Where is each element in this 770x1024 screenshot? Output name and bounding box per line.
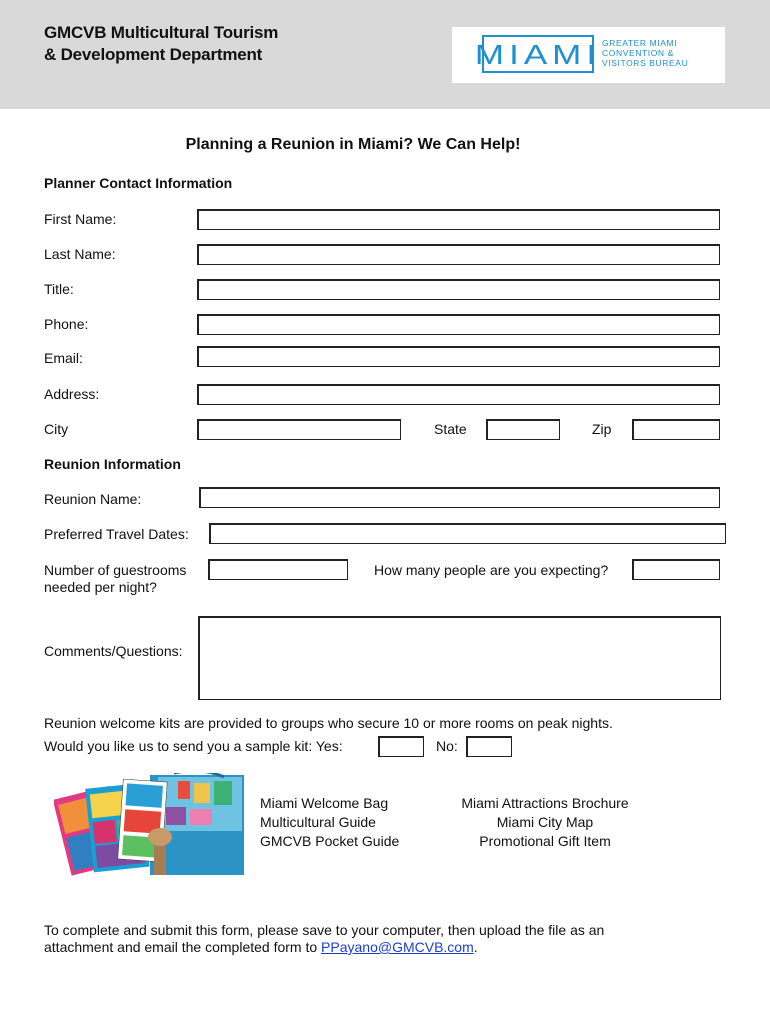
kit-item: GMCVB Pocket Guide xyxy=(260,833,400,849)
kit-no-field[interactable] xyxy=(466,736,512,757)
kit-item: Miami Attractions Brochure xyxy=(461,795,629,811)
reunion-name-label: Reunion Name: xyxy=(44,491,142,507)
address-label: Address: xyxy=(44,386,100,402)
people-expected-field[interactable] xyxy=(632,559,720,580)
submit-instructions-text: attachment and email the completed form to xyxy=(44,939,322,955)
welcome-kit-image xyxy=(54,773,246,877)
city-label: City xyxy=(44,421,69,437)
reunion-name-field[interactable] xyxy=(199,487,720,508)
state-label: State xyxy=(434,421,467,437)
kit-no-label: No: xyxy=(436,738,458,754)
planner-section-title: Planner Contact Information xyxy=(44,175,233,191)
submit-instructions-line2 xyxy=(44,939,478,956)
phone-label: Phone: xyxy=(44,316,89,332)
email-label: Email: xyxy=(44,350,83,366)
email-field[interactable] xyxy=(197,346,720,367)
address-field[interactable] xyxy=(197,384,720,405)
city-field[interactable] xyxy=(197,419,401,440)
travel-dates-field[interactable] xyxy=(209,523,726,544)
guestrooms-field[interactable] xyxy=(208,559,348,580)
travel-dates-label: Preferred Travel Dates: xyxy=(44,526,189,542)
zip-label: Zip xyxy=(592,421,612,437)
guestrooms-label-line1: Number of guestrooms xyxy=(44,562,187,578)
form-heading: Planning a Reunion in Miami? We Can Help! xyxy=(185,136,521,153)
kit-question: Would you like us to send you a sample kit: Yes: xyxy=(44,738,343,754)
gmcvb-logo xyxy=(452,27,725,83)
comments-field[interactable] xyxy=(198,616,721,700)
phone-field[interactable] xyxy=(197,314,720,335)
first-name-label: First Name: xyxy=(44,211,117,227)
logo-wordmark: MIAMI xyxy=(474,39,602,70)
kit-item: Promotional Gift Item xyxy=(479,833,611,849)
guestrooms-label xyxy=(44,562,186,596)
submit-instructions-period: . xyxy=(473,939,478,955)
title-label: Title: xyxy=(44,281,74,297)
kit-yes-field[interactable] xyxy=(378,736,424,757)
first-name-field[interactable] xyxy=(197,209,720,230)
last-name-label: Last Name: xyxy=(44,246,116,262)
miami-logo-mark xyxy=(474,35,602,73)
last-name-field[interactable] xyxy=(197,244,720,265)
contact-email-link[interactable]: PPayano@GMCVB.com xyxy=(321,939,474,955)
kit-item: Miami City Map xyxy=(496,814,594,830)
kit-item: Multicultural Guide xyxy=(260,814,376,830)
welcome-kit-illustration xyxy=(54,773,246,877)
state-field[interactable] xyxy=(486,419,560,440)
logo-tagline: GREATER MIAMI CONVENTION & VISITORS BUREAU xyxy=(602,38,689,68)
kit-note: Reunion welcome kits are provided to groups who secure 10 or more rooms on peak nights. xyxy=(44,715,613,731)
comments-label: Comments/Questions: xyxy=(44,643,183,659)
department-title: GMCVB Multicultural Tourism & Development Department xyxy=(44,23,279,64)
people-expected-label: How many people are you expecting? xyxy=(374,562,609,578)
kit-item: Miami Welcome Bag xyxy=(260,795,389,811)
submit-instructions-line1: To complete and submit this form, please save to your computer, then upload the file as an xyxy=(44,922,605,938)
title-field[interactable] xyxy=(197,279,720,300)
zip-field[interactable] xyxy=(632,419,720,440)
kit-items-right xyxy=(452,794,638,851)
reunion-section-title: Reunion Information xyxy=(44,456,181,472)
kit-items-left xyxy=(260,794,399,851)
guestrooms-label-line2: needed per night? xyxy=(44,579,157,595)
